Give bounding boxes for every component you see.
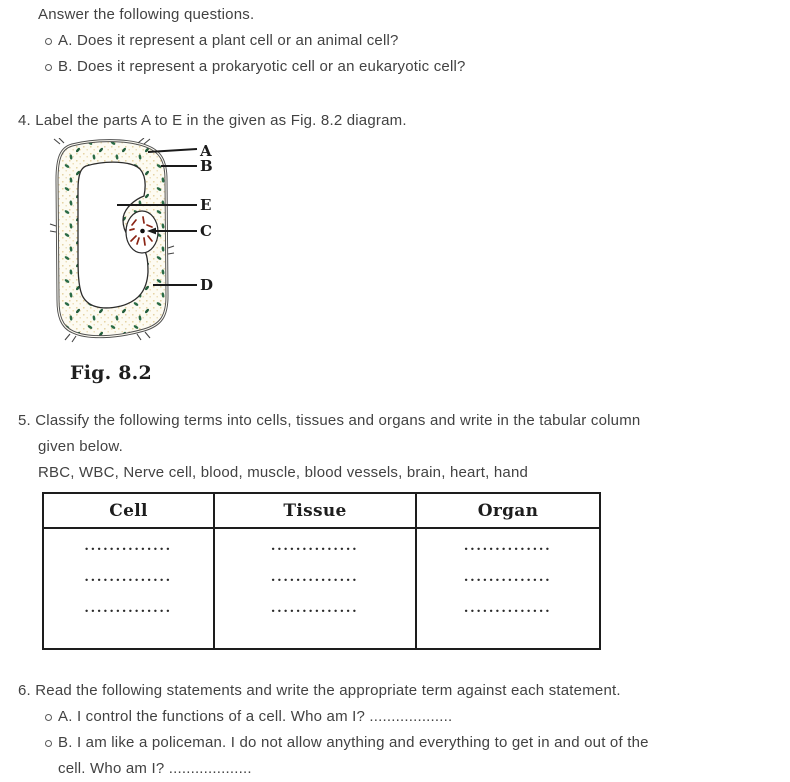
part-label-e: E — [200, 196, 212, 214]
list-item-text-continued: cell. Who am I? ................... — [58, 760, 252, 777]
circle-bullet-icon — [45, 64, 52, 71]
answer-column-tissue — [214, 528, 416, 649]
list-item — [18, 704, 770, 730]
answer-blank: .............. — [84, 538, 173, 554]
q6-statement-list — [18, 704, 770, 782]
answer-column-organ — [416, 528, 600, 649]
answer-blank: .............. — [464, 600, 552, 616]
table-header-row — [43, 493, 600, 528]
part-label-c: C — [200, 222, 213, 240]
circle-bullet-icon — [45, 714, 52, 721]
answer-column-cell — [43, 528, 214, 649]
figure-caption: Fig. 8.2 — [70, 362, 152, 384]
answer-blank: .............. — [271, 600, 359, 616]
column-header-organ: Organ — [416, 493, 600, 528]
circle-bullet-icon — [45, 740, 52, 747]
q5-line1: 5. Classify the following terms into cells, tissues and organs and write in the tabular column — [18, 412, 641, 429]
nucleolus-dot — [140, 229, 145, 234]
list-item-text: B. I am like a policeman. I do not allow anything and everything to get in and out of the — [58, 734, 649, 751]
part-label-b: B — [200, 157, 213, 175]
part-label-d: D — [200, 276, 214, 294]
list-item-text: A. Does it represent a plant cell or an animal cell? — [58, 32, 399, 49]
list-item-text: B. Does it represent a prokaryotic cell or an eukaryotic cell? — [58, 58, 466, 75]
q3-question-list — [18, 28, 770, 80]
plant-cell-diagram — [40, 138, 230, 350]
list-item — [18, 730, 770, 782]
list-item — [18, 54, 770, 80]
answer-blank: .............. — [464, 569, 552, 585]
q3-intro-text: Answer the following questions. — [38, 6, 255, 23]
answer-blank: .............. — [271, 569, 359, 585]
answer-blank: .............. — [84, 569, 173, 585]
q6-text: 6. Read the following statements and write the appropriate term against each statement. — [18, 682, 621, 699]
q5-text — [18, 408, 770, 460]
list-item-text: A. I control the functions of a cell. Who am I? ................... — [58, 708, 453, 725]
q5-terms: RBC, WBC, Nerve cell, blood, muscle, blood vessels, brain, heart, hand — [38, 464, 529, 481]
column-header-cell: Cell — [43, 493, 214, 528]
column-header-tissue: Tissue — [214, 493, 416, 528]
classification-table — [42, 492, 601, 650]
q4-text: 4. Label the parts A to E in the given as Fig. 8.2 diagram. — [18, 112, 407, 129]
figure-plant-cell — [18, 138, 770, 386]
answer-blank: .............. — [464, 538, 552, 554]
q5-line2: given below. — [38, 438, 123, 455]
table-body-row — [43, 528, 600, 649]
list-item — [18, 28, 770, 54]
part-label-a: A — [200, 142, 212, 160]
answer-blank: .............. — [84, 600, 173, 616]
answer-blank: .............. — [271, 538, 359, 554]
circle-bullet-icon — [45, 38, 52, 45]
